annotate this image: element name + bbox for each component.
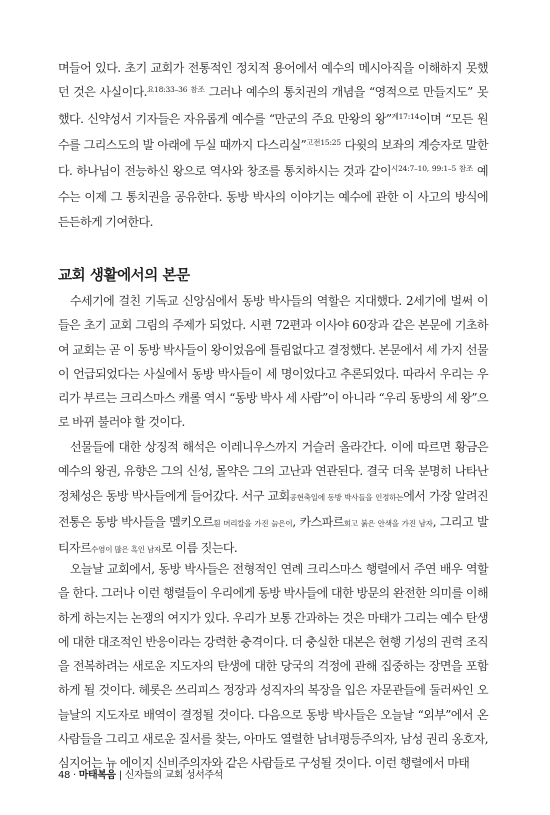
page-footer bbox=[58, 766, 223, 781]
page-number: 48 bbox=[58, 770, 70, 781]
inline-gloss: 희고 붉은 안색을 가진 남자 bbox=[343, 518, 433, 528]
body-paragraph-3: 오늘날 교회에서, 동방 박사들은 전형적인 연례 크리스마스 행렬에서 주연 배우 역할을 한다. 그러나 이런 행렬들이 우리에게 동방 박사들에 대한 방문의 완전한 의미를 이해하게 하는지는 논쟁의 여지가 있다. 우리가 보통 간과하는 것은 마태가 그리는 예수 탄생에 대한 대조적인 반응이라는 강력한 충격이다. 더 충실한 대본은 현행 기성의 권력 조직을 전복하려는 새로운 지도자의 탄생에 대한 당국의 걱정에 관해 집중하는 장면을 포함하게 될 것이다. 헤롯은 쓰리피스 정장과 성직자의 복장을 입은 자문관들에 둘러싸인 오늘날의 지도자로 배역이 결정될 것이다. 다음으로 동방 박사들은 오늘날 “외부”에서 온 사람들을 그리고 새로운 질서를 찾는, 아마도 열렬한 남녀평등주의자, 남성 권리 옹호자, 심지어는 뉴 에이지 신비주의자와 같은 사람들로 구성될 것이다. 이런 행렬에서 마태 bbox=[58, 562, 488, 771]
scripture-ref: 시24:7–10, 99:1–5 참조 bbox=[391, 164, 473, 174]
scripture-ref: 요18:33–36 참조 bbox=[146, 85, 205, 95]
body-paragraph-1: 수세기에 걸친 기독교 신앙심에서 동방 박사들의 역할은 지대했다. 2세기에 벌써 이들은 초기 교회 그림의 주제가 되었다. 시편 72편과 이사야 60장과 같은 본문에 기초하여 교회는 곧 이 동방 박사들이 왕이었음에 틀림없다고 결정했다. 본문에서 세 가지 선물이 언급되었다는 사실에서 동방 박사들이 세 명이었다고 추론되었다. 따라서 우리는 우리가 부르는 크리스마스 캐롤 역시 “동방 박사 세 사람”이 아니라 “우리 동방의 세 왕”으로 바뀌 불러야 할 것이다. bbox=[58, 294, 488, 430]
body-paragraph-2: 선물들에 대한 상징적 해석은 이레니우스까지 거슬러 올라간다. 이에 따르면 황금은 예수의 왕권, 유향은 그의 신성, 몰약은 그의 고난과 연관된다. 결국 더욱 분명히 나타난 정체성은 동방 박사들에게 들어갔다. 서구 교회공현축일에 동방 박사들을 인정하는에서 가장 알려진 전통은 동방 박사들을 멜키오르흰 머리칼을 가진 늙은이, 카스파르희고 붉은 안색을 가진 남자, 그리고 발티자르수염이 많은 흑인 남자로 이름 짓는다. bbox=[58, 440, 488, 556]
inline-gloss: 흰 머리칼을 가진 늙은이 bbox=[213, 518, 293, 528]
footer-dot: · bbox=[72, 770, 76, 781]
inline-gloss: 공현축일에 동방 박사들을 인정하는 bbox=[289, 492, 404, 502]
footer-series-title: 신자들의 교회 성서주석 bbox=[124, 770, 223, 781]
scripture-ref: 계17:14 bbox=[391, 111, 420, 121]
inline-gloss: 수염이 많은 흑인 남자 bbox=[91, 545, 162, 555]
footer-separator: | bbox=[118, 770, 122, 781]
section-heading: 교회 생활에서의 본문 bbox=[58, 268, 190, 284]
footer-book-title: 마태복음 bbox=[78, 770, 116, 781]
scripture-ref: 고전15:25 bbox=[306, 137, 341, 147]
intro-paragraph: 며들어 있다. 초기 교회가 전통적인 정치적 용어에서 예수의 메시아직을 이해하지 못했던 것은 사실이다.$^{요18:33-36 참조}$ 그러나 예수의 통치권의 개념을 “영적으로 만들지도” 못했다. 신약성서 기자들은 자유롭게 예수를 “만군의 주요 만왕의 왕”$^{계17:14}$이며 “모든 원수를 그리스도의 발 아래에 두실 때까지 다스리실”$^{고전15:25}$ 다윗의 보좌의 계승자로 말한다. 하나님이 전능하신 왕으로 역사와 창조를 통치하시는 것과 같이$^{시24:7-10, 99:1-5 참조}$ 예수는 이제 그 통치권을 공유한다. 동방 박사의 이야기는 예수에 관한 이 사고의 방식에 든든하게 기여한다. bbox=[58, 61, 488, 229]
